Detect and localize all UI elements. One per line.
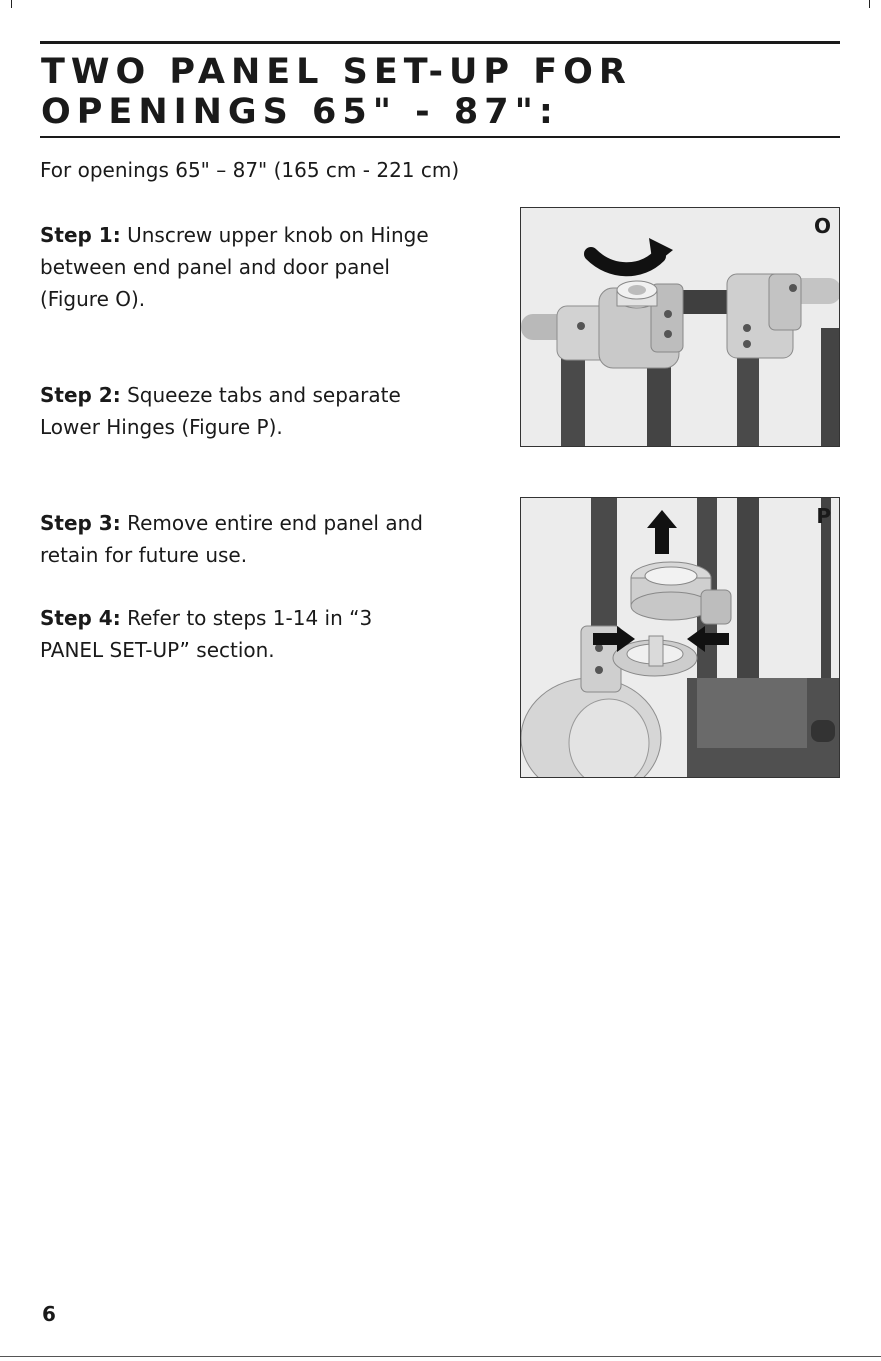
step-2-label: Step 2: [40,383,121,407]
step-3 [40,507,440,571]
step-4-label: Step 4: [40,606,121,630]
figure-o-illustration [521,208,840,447]
openings-range-text: For openings 65" – 87" (165 cm - 221 cm) [40,158,460,182]
step-3-text: Remove entire end panel and retain for future use. [40,511,423,567]
figure-p-illustration [521,498,840,778]
step-3-label: Step 3: [40,511,121,535]
step-2-text: Squeeze tabs and separate Lower Hinges (Figure P). [40,383,401,439]
figure-o [520,207,840,447]
heading-rule-top [40,41,840,44]
step-4-text: Refer to steps 1-14 in “3 PANEL SET-UP” section. [40,606,373,662]
crop-mark-left [11,0,12,8]
step-4 [40,602,400,666]
title-line-2: OPENINGS 65" - 87": [41,92,559,132]
heading-rule-bottom [40,136,840,138]
crop-mark-right [869,0,870,8]
step-1 [40,219,440,315]
step-2 [40,379,440,443]
page-bottom-line [0,1356,881,1357]
step-1-text: Unscrew upper knob on Hinge between end panel and door panel (Figure O). [40,223,429,311]
figure-p [520,497,840,778]
page-title [41,52,632,132]
figure-o-letter: O [813,214,831,238]
step-1-label: Step 1: [40,223,121,247]
figure-p-letter: P [816,504,831,528]
title-line-1: TWO PANEL SET-UP FOR [41,52,632,92]
page-number: 6 [42,1302,56,1326]
